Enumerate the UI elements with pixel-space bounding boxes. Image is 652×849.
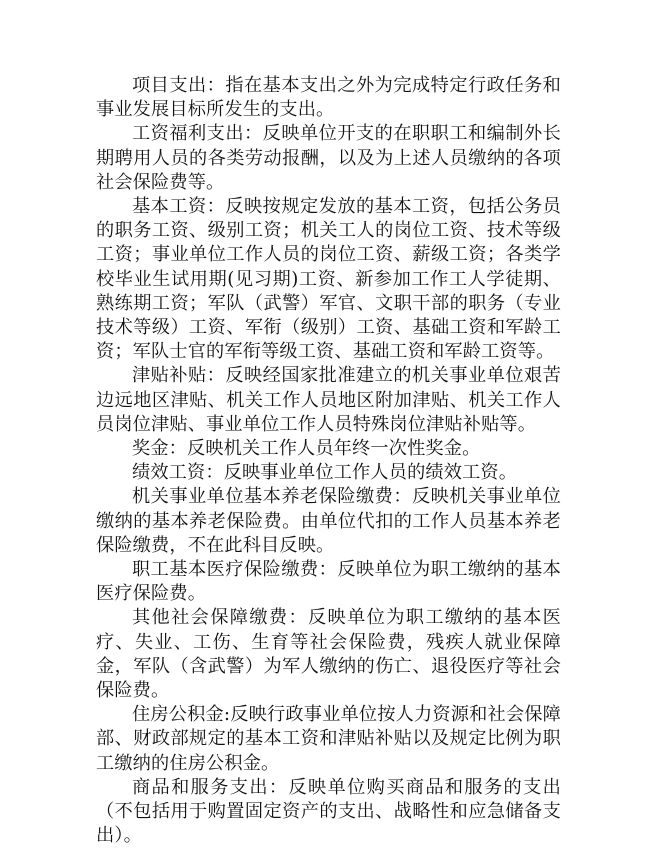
paragraph-other-social-security: 其他社会保障缴费：反映单位为职工缴纳的基本医疗、失业、工伤、生育等社会保险费，残疾人就业保障金，军队（含武警）为军人缴纳的伤亡、退役医疗等社会保险费。 <box>96 607 561 702</box>
paragraph-medical-insurance: 职工基本医疗保险缴费：反映单位为职工缴纳的基本医疗保险费。 <box>96 559 561 605</box>
paragraph-housing-fund: 住房公积金:反映行政事业单位按人力资源和社会保障部、财政部规定的基本工资和津贴补贴以及规定比例为职工缴纳的住房公积金。 <box>96 704 561 774</box>
paragraph-allowances: 津贴补贴：反映经国家批准建立的机关事业单位艰苦边远地区津贴、机关工作人员地区附加津贴、机关工作人员岗位津贴、事业单位工作人员特殊岗位津贴补贴等。 <box>96 365 561 435</box>
paragraph-performance-pay: 绩效工资：反映事业单位工作人员的绩效工资。 <box>132 462 518 484</box>
paragraph-wage-welfare: 工资福利支出：反映单位开支的在职职工和编制外长期聘用人员的各类劳动报酬，以及为上述人员缴纳的各项社会保险费等。 <box>96 123 561 193</box>
paragraph-bonus: 奖金：反映机关工作人员年终一次性奖金。 <box>132 438 481 460</box>
paragraph-goods-services: 商品和服务支出：反映单位购买商品和服务的支出（不包括用于购置固定资产的支出、战略性和应急储备支出）。 <box>96 776 561 847</box>
paragraph-project-expenditure: 项目支出：指在基本支出之外为完成特定行政任务和事业发展目标所发生的支出。 <box>96 75 561 121</box>
document-body <box>96 74 561 849</box>
paragraph-basic-salary: 基本工资：反映按规定发放的基本工资，包括公务员的职务工资、级别工资；机关工人的岗位工资、技术等级工资；事业单位工作人员的岗位工资、薪级工资；各类学校毕业生试用期(见习期)工资、新参加工作工人学徒期、熟练期工资；军队（武警）军官、文职干部的职务（专业技术等级）工资、军衔（级别）工资、基础工资和军龄工资；军队士官的军衔等级工资、基础工资和军龄工资等。 <box>96 196 561 363</box>
paragraph-pension-insurance: 机关事业单位基本养老保险缴费：反映机关事业单位缴纳的基本养老保险费。由单位代扣的工作人员基本养老保险缴费，不在此科目反映。 <box>96 486 561 556</box>
